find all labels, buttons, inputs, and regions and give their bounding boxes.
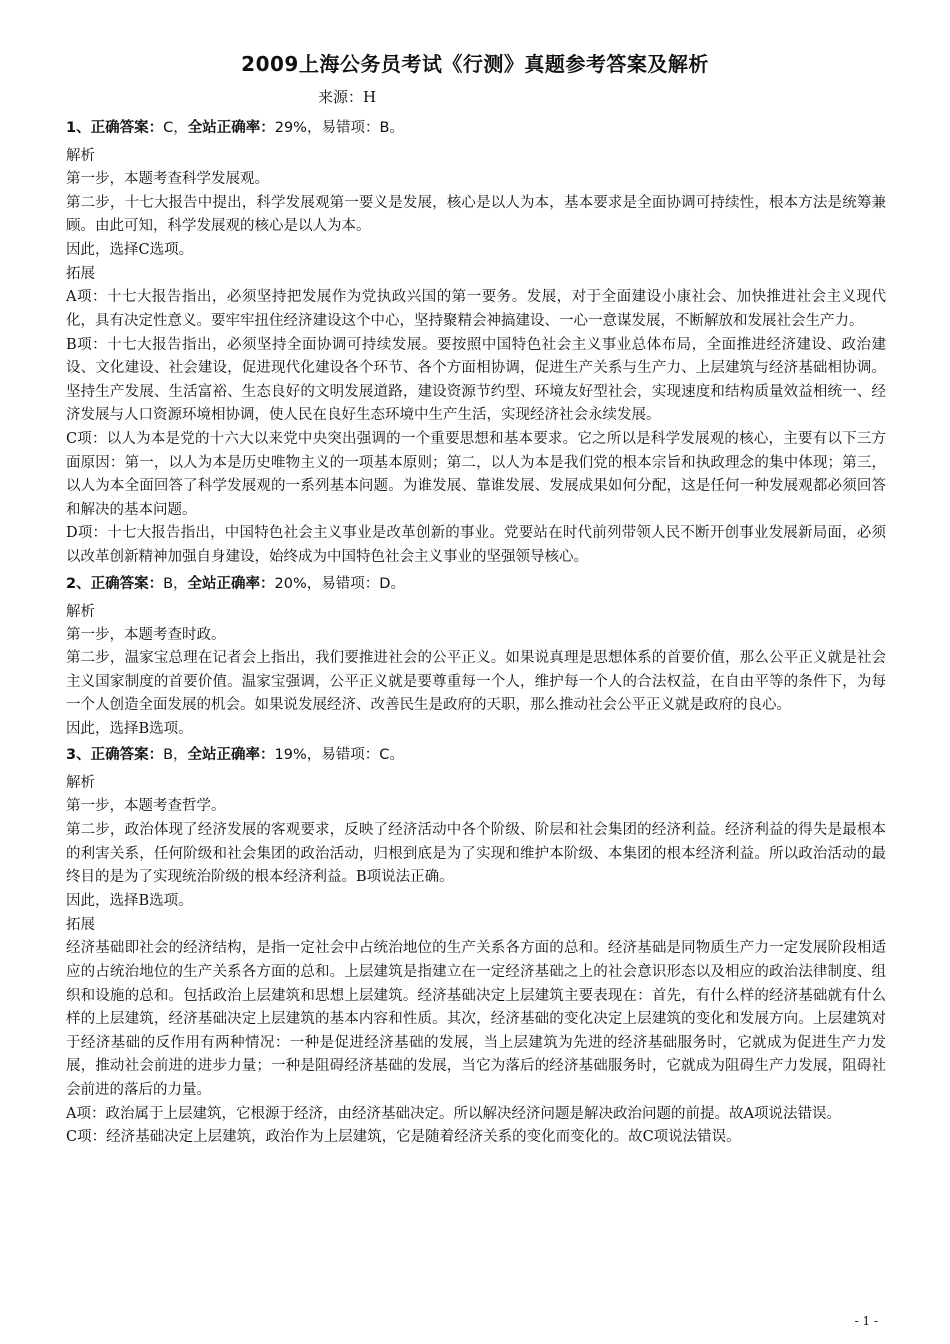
analysis-paragraph: 因此，选择B选项。 [66,892,193,909]
document-body [66,114,886,1150]
analysis-paragraph: 因此，选择B选项。 [66,720,193,737]
extension-paragraph: C项：以人为本是党的十六大以来党中央突出强调的一个重要思想和基本要求。它之所以是科学发展观的核心，主要有以下三方面原因：第一，以人为本是历史唯物主义的一项基本原则；第二，以人为本是我们党的根本宗旨和执政理念的集中体现；第三，以人为本全面回答了科学发展观的一系列基本问题。为谁发展、靠谁发展、发展成果如何分配，这是任何一种发展观都必须回答和解决的基本问题。 [66,430,886,518]
rate-value: 29%，易错项：B。 [274,120,404,136]
answer-value: B， [163,575,188,592]
question-number: 1、 [66,120,91,136]
analysis-label: 解析 [66,603,95,620]
question-number: 2、 [66,575,91,592]
question-block [66,574,886,742]
analysis-paragraph: 第二步，温家宝总理在记者会上指出，我们要推进社会的公平正义。如果说真理是思想体系的首要价值，那么公平正义就是社会主义国家制度的首要价值。温家宝强调，公平正义就是要尊重每一个人，维护每一个人的合法权益，在自由平等的条件下，为每一个人创造全面发展的机会。如果说发展经济、改善民生是政府的天职，那么推动社会公平正义就是政府的良心。 [66,650,886,714]
extension-paragraph: C项：经济基础决定上层建筑，政治作为上层建筑，它是随着经济关系的变化而变化的。故C项说法错误。 [66,1129,741,1146]
extension-label: 拓展 [66,266,95,283]
rate-label: 全站正确率： [187,575,275,592]
answer-label: 正确答案： [90,747,164,764]
extension-paragraph: A项：政治属于上层建筑，它根源于经济，由经济基础决定。所以解决经济问题是解决政治问题的前提。故A项说法错误。 [66,1105,841,1122]
rate-label: 全站正确率： [187,120,275,136]
answer-label: 正确答案： [90,120,164,136]
answer-value: C， [163,120,188,136]
answer-value: B， [163,747,188,764]
analysis-paragraph: 第一步，本题考查哲学。 [66,798,226,815]
source-line: 来源：H [318,88,377,106]
question-header [66,574,886,595]
analysis-paragraph: 第一步，本题考查科学发展观。 [66,171,269,187]
analysis-paragraph: 第一步，本题考查时政。 [66,626,226,643]
rate-value: 19%，易错项：C。 [274,747,404,764]
extension-paragraph: D项：十七大报告指出，中国特色社会主义事业是改革创新的事业。党要站在时代前列带领人民不断开创事业发展新局面，必须以改革创新精神加强自身建设，始终成为中国特色社会主义事业的坚强领导核心。 [66,525,886,565]
question-number: 3、 [66,747,91,764]
extension-paragraph: B项：十七大报告指出，必须坚持全面协调可持续发展。要按照中国特色社会主义事业总体布局，全面推进经济建设、政治建设、文化建设、社会建设，促进现代化建设各个环节、各个方面相协调，促进生产关系与生产力、上层建筑与经济基础相协调。坚持生产发展、生活富裕、生态良好的文明发展道路，建设资源节约型、环境友好型社会，实现速度和结构质量效益相统一、经济发展与人口资源环境相协调，使人民在良好生态环境中生产生活，实现经济社会永续发展。 [66,336,886,424]
analysis-paragraph: 因此，选择C选项。 [66,241,194,258]
question-block [66,118,886,570]
analysis-paragraph: 第二步，政治体现了经济发展的客观要求，反映了经济活动中各个阶级、阶层和社会集团的经济利益。经济利益的得失是最根本的利害关系，任何阶级和社会集团的政治活动，归根到底是为了实现和维护本阶级、本集团的根本经济利益。所以政治活动的最终目的是为了实现统治阶级的根本经济利益。B项说法正确。 [66,822,886,886]
rate-value: 20%，易错项：D。 [274,575,405,592]
page-number: - 1 - [854,1314,878,1328]
extension-label: 拓展 [66,917,95,934]
question-header [66,118,886,139]
page-title: 2009上海公务员考试《行测》真题参考答案及解析 [241,52,709,76]
analysis-label: 解析 [66,148,95,164]
analysis-label: 解析 [66,775,95,792]
rate-label: 全站正确率： [187,747,275,764]
question-block [66,745,886,1149]
analysis-paragraph: 第二步，十七大报告中提出，科学发展观第一要义是发展，核心是以人为本，基本要求是全面协调可持续性，根本方法是统筹兼顾。由此可知，科学发展观的核心是以人为本。 [66,194,886,235]
answer-label: 正确答案： [90,575,164,592]
question-header [66,745,886,766]
extension-paragraph: A项：十七大报告指出，必须坚持把发展作为党执政兴国的第一要务。发展，对于全面建设小康社会、加快推进社会主义现代化，具有决定性意义。要牢牢扭住经济建设这个中心，坚持聚精会神搞建设、一心一意谋发展，不断解放和发展社会生产力。 [66,289,886,329]
extension-paragraph: 经济基础即社会的经济结构，是指一定社会中占统治地位的生产关系各方面的总和。经济基础是同物质生产力一定发展阶段相适应的占统治地位的生产关系各方面的总和。上层建筑是指建立在一定经济基础之上的社会意识形态以及相应的政治法律制度、组织和设施的总和。包括政治上层建筑和思想上层建筑。经济基础决定上层建筑主要表现在：首先，有什么样的经济基础就有什么样的上层建筑，经济基础决定上层建筑的基本内容和性质。其次，经济基础的变化决定上层建筑的变化和发展方向。上层建筑对于经济基础的反作用有两种情况：一种是促进经济基础的发展，当上层建筑为先进的经济基础服务时，它就成为促进生产力发展，推动社会前进的进步力量；一种是阻碍经济基础的发展，当它为落后的经济基础服务时，它就成为阻碍生产力发展，阻碍社会前进的落后的力量。 [66,940,886,1098]
